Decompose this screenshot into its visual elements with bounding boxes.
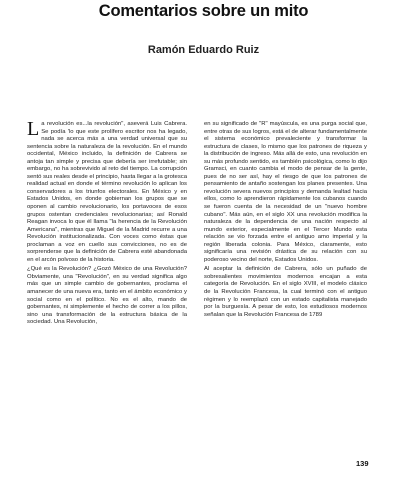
paragraph <box>27 118 187 264</box>
right-text-column <box>204 121 367 319</box>
article-author: Ramón Eduardo Ruiz <box>147 44 260 56</box>
paragraph-text: a revolución es...la revolución", aseverá Luis Cabrera. Se podía 'lo que este prolífero escritor nos ha legado, nada se acerca más a una verdad universal que su sentencia sobre la naturaleza de la revolución. En el mundo occidental, México incluido, la definición de Cabrera se antoja tan simple y precisa que debería ser irrefutable; sin embargo, no ha sobrevivido al reto del tiempo. La corrupción sentó sus reales desde el principio, hasta llegar a la grotesca realidad actual en donde el término revolución lo aplican los conservadores a los triunfos electorales. En México y en Estados Unidos, en donde gobiernan los grupos que se oponen al cambio revolucionario, los portavoces de esos grupos ostentan credenciales revolucionarias; así Ronald Reagan invoca lo que él llama "la herencia de la Revolución Americana", mientras que Miguel de la Madrid recurre a una Revolución institucionalizada. Con voces como éstas que proclaman a voz en cuello sus convicciones, no es de sorprenderse que la definición de Cabrera esté abandonada en el arcón polvoso de la historia. <box>27 121 187 263</box>
paragraph: ¿Qué es la Revolución? ¿Gozó México de una Revolución? Obviamente, una "Revolución", en su verdad significa algo más que un simple cambio de gobernantes, proclama el amanecer de una nueva era, tanto en el ámbito económico y social como en el político. No es el alto, mando de gobernantes, ni simplemente el hecho de correr a los pillos, sino una transformación de la estructura básica de la sociedad. Una Revolución, <box>27 266 187 326</box>
page-number: 139 <box>356 459 369 468</box>
paragraph: en su significado de "R" mayúscula, es una purga social que, entre otras de sus logros, está el de alterar fundamentalmente el sistema económico prevaleciente y transformar la estructura de clases, lo mismo que los patrones de riqueza y la distribución de ingreso. Más allá de esto, una revolución en su más profundo sentido, es también psicológica, como lo dijo Gramsci, en cuanto cambia el modo de pensar de la gente, pues de no ser así, hay el riesgo de que los patrones de pensamiento de antaño sostengan los planes presentes. Una revolución severa nuevos principios y demanda lealtad hacia ellos, como lo aprendieron rápidamente los cubanos cuando se fueron cuenta de la necesidad de un "nuevo hombre cubano". Más aún, en el siglo XX una revolución modifica la naturaleza de la dependencia de una nación respecto al mundo exterior, especialmente en el Tercer Mundo esta relación se vio forzada entre el antiguo amo imperial y la región liberada colonia. Para México, claramente, esto significaría una revisión drástica de su relación con su poderoso vecino del norte, Estados Unidos. <box>204 121 367 263</box>
paragraph: Al aceptar la definición de Cabrera, sólo un puñado de sobresalientes movimientos modernos encajan a esta categoría de Revolución. En el siglo XVIII, el modelo clásico de la Revolución Francesa, la cual terminó con el antiguo régimen y lo reemplazó con un estado capitalista manejado por la burguesía. A pesar de esto, los estudiosos modernos señalan que la Revolución Francesa de 1789 <box>204 266 367 318</box>
article-title: Comentarios sobre un mito <box>98 2 309 20</box>
left-text-column <box>27 118 187 327</box>
dropcap-letter: L <box>27 118 40 140</box>
